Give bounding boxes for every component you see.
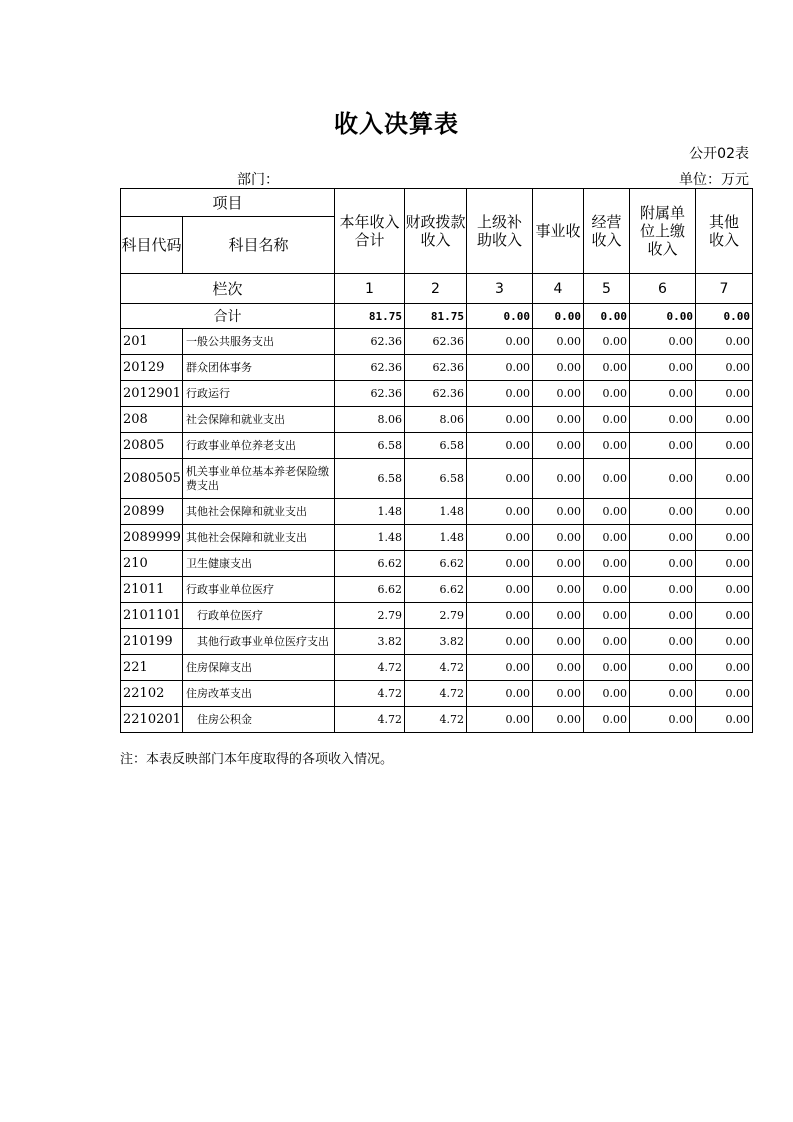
amount-cell: 4.72 xyxy=(335,681,405,707)
subject-name: 行政单位医疗 xyxy=(183,603,335,629)
col-header-total-income xyxy=(335,189,405,274)
table-row xyxy=(121,433,753,459)
header-line: 收入 xyxy=(420,231,451,249)
table-row xyxy=(121,525,753,551)
total-value: 0.00 xyxy=(696,304,753,329)
amount-cell: 1.48 xyxy=(405,525,467,551)
amount-cell: 6.58 xyxy=(405,433,467,459)
subject-code: 201 xyxy=(121,329,183,355)
header-line: 合计 xyxy=(354,231,385,249)
amount-cell: 0.00 xyxy=(533,629,584,655)
col-header-other-income xyxy=(696,189,753,274)
form-number: 公开02表 xyxy=(689,146,749,162)
subject-name: 行政运行 xyxy=(183,381,335,407)
col-header-superior-subsidy xyxy=(467,189,533,274)
amount-cell: 0.00 xyxy=(630,407,696,433)
amount-cell: 0.00 xyxy=(467,459,533,499)
subject-code: 2089999 xyxy=(121,525,183,551)
header-line: 助收入 xyxy=(477,231,523,249)
amount-cell: 0.00 xyxy=(584,707,630,733)
amount-cell: 0.00 xyxy=(533,381,584,407)
amount-cell: 0.00 xyxy=(584,603,630,629)
subject-code: 210199 xyxy=(121,629,183,655)
name-header: 科目名称 xyxy=(183,217,335,274)
amount-cell: 0.00 xyxy=(533,681,584,707)
amount-cell: 0.00 xyxy=(696,433,753,459)
amount-cell: 0.00 xyxy=(467,499,533,525)
amount-cell: 6.58 xyxy=(405,459,467,499)
column-index-number: 1 xyxy=(335,274,405,304)
amount-cell: 0.00 xyxy=(630,603,696,629)
amount-cell: 0.00 xyxy=(467,577,533,603)
amount-cell: 3.82 xyxy=(335,629,405,655)
amount-cell: 0.00 xyxy=(467,381,533,407)
amount-cell: 0.00 xyxy=(533,551,584,577)
income-table xyxy=(120,188,753,733)
amount-cell: 0.00 xyxy=(584,577,630,603)
amount-cell: 3.82 xyxy=(405,629,467,655)
table-note: 注：本表反映部门本年度取得的各项收入情况。 xyxy=(120,752,394,767)
amount-cell: 4.72 xyxy=(405,707,467,733)
header-line: 收入 xyxy=(709,231,740,249)
amount-cell: 62.36 xyxy=(405,355,467,381)
amount-cell: 0.00 xyxy=(467,681,533,707)
amount-cell: 6.62 xyxy=(335,577,405,603)
amount-cell: 1.48 xyxy=(335,499,405,525)
amount-cell: 0.00 xyxy=(584,629,630,655)
amount-cell: 0.00 xyxy=(696,459,753,499)
amount-cell: 4.72 xyxy=(405,655,467,681)
amount-cell: 0.00 xyxy=(467,525,533,551)
amount-cell: 62.36 xyxy=(405,329,467,355)
header-line: 收入 xyxy=(591,231,622,249)
amount-cell: 0.00 xyxy=(533,499,584,525)
amount-cell: 0.00 xyxy=(696,407,753,433)
header-line: 财政拨款 xyxy=(405,213,466,231)
amount-cell: 0.00 xyxy=(696,525,753,551)
subject-name: 其他社会保障和就业支出 xyxy=(183,499,335,525)
subject-name: 其他行政事业单位医疗支出 xyxy=(183,629,335,655)
col-header-operating-income xyxy=(584,189,630,274)
subject-code: 20805 xyxy=(121,433,183,459)
subject-name: 行政事业单位医疗 xyxy=(183,577,335,603)
subject-code: 2210201 xyxy=(121,707,183,733)
amount-cell: 0.00 xyxy=(696,577,753,603)
amount-cell: 0.00 xyxy=(533,433,584,459)
subject-code: 208 xyxy=(121,407,183,433)
amount-cell: 6.62 xyxy=(335,551,405,577)
subject-name: 行政事业单位养老支出 xyxy=(183,433,335,459)
amount-cell: 0.00 xyxy=(584,525,630,551)
table-row xyxy=(121,407,753,433)
amount-cell: 0.00 xyxy=(630,629,696,655)
amount-cell: 0.00 xyxy=(467,329,533,355)
subject-name: 群众团体事务 xyxy=(183,355,335,381)
amount-cell: 0.00 xyxy=(630,381,696,407)
table-row xyxy=(121,707,753,733)
amount-cell: 0.00 xyxy=(696,329,753,355)
amount-cell: 0.00 xyxy=(696,355,753,381)
header-line: 上级补 xyxy=(477,213,523,231)
amount-cell: 0.00 xyxy=(584,499,630,525)
amount-cell: 0.00 xyxy=(533,459,584,499)
amount-cell: 0.00 xyxy=(533,603,584,629)
total-label: 合计 xyxy=(121,304,335,329)
table-row xyxy=(121,655,753,681)
table-row xyxy=(121,381,753,407)
total-value: 0.00 xyxy=(630,304,696,329)
amount-cell: 0.00 xyxy=(467,629,533,655)
amount-cell: 0.00 xyxy=(630,655,696,681)
amount-cell: 0.00 xyxy=(584,433,630,459)
amount-cell: 4.72 xyxy=(405,681,467,707)
amount-cell: 0.00 xyxy=(533,407,584,433)
amount-cell: 62.36 xyxy=(335,381,405,407)
subject-name: 住房改革支出 xyxy=(183,681,335,707)
amount-cell: 0.00 xyxy=(696,551,753,577)
amount-cell: 0.00 xyxy=(584,381,630,407)
subject-code: 20899 xyxy=(121,499,183,525)
amount-cell: 0.00 xyxy=(696,381,753,407)
subject-name: 机关事业单位基本养老保险缴费支出 xyxy=(183,459,335,499)
unit-label: 单位：万元 xyxy=(679,172,749,188)
amount-cell: 0.00 xyxy=(630,525,696,551)
subject-code: 221 xyxy=(121,655,183,681)
table-row xyxy=(121,629,753,655)
amount-cell: 0.00 xyxy=(467,707,533,733)
amount-cell: 8.06 xyxy=(405,407,467,433)
subject-name: 一般公共服务支出 xyxy=(183,329,335,355)
subject-name: 住房公积金 xyxy=(183,707,335,733)
subject-code: 21011 xyxy=(121,577,183,603)
column-index-row xyxy=(121,274,753,304)
amount-cell: 62.36 xyxy=(335,355,405,381)
amount-cell: 2.79 xyxy=(335,603,405,629)
amount-cell: 0.00 xyxy=(467,355,533,381)
subject-code: 22102 xyxy=(121,681,183,707)
column-index-label: 栏次 xyxy=(121,274,335,304)
header-line: 其他 xyxy=(709,213,740,231)
amount-cell: 0.00 xyxy=(630,355,696,381)
header-line: 本年收入 xyxy=(339,213,400,231)
amount-cell: 62.36 xyxy=(335,329,405,355)
col-header-affiliated-unit-income xyxy=(630,189,696,274)
subject-code: 210 xyxy=(121,551,183,577)
header-line: 事业收 xyxy=(535,222,581,240)
item-header: 项目 xyxy=(121,189,335,217)
amount-cell: 0.00 xyxy=(584,407,630,433)
page-title: 收入决算表 xyxy=(334,110,459,138)
total-value: 0.00 xyxy=(584,304,630,329)
amount-cell: 0.00 xyxy=(630,499,696,525)
amount-cell: 0.00 xyxy=(584,355,630,381)
amount-cell: 1.48 xyxy=(405,499,467,525)
amount-cell: 6.62 xyxy=(405,577,467,603)
amount-cell: 0.00 xyxy=(630,707,696,733)
table-row xyxy=(121,603,753,629)
amount-cell: 0.00 xyxy=(533,655,584,681)
amount-cell: 1.48 xyxy=(335,525,405,551)
amount-cell: 2.79 xyxy=(405,603,467,629)
amount-cell: 8.06 xyxy=(335,407,405,433)
amount-cell: 0.00 xyxy=(696,499,753,525)
total-value: 81.75 xyxy=(405,304,467,329)
amount-cell: 0.00 xyxy=(696,707,753,733)
subject-name: 其他社会保障和就业支出 xyxy=(183,525,335,551)
amount-cell: 0.00 xyxy=(630,329,696,355)
amount-cell: 0.00 xyxy=(533,355,584,381)
amount-cell: 6.58 xyxy=(335,459,405,499)
table-row xyxy=(121,329,753,355)
column-index-number: 3 xyxy=(467,274,533,304)
amount-cell: 6.58 xyxy=(335,433,405,459)
column-index-number: 5 xyxy=(584,274,630,304)
table-row xyxy=(121,577,753,603)
amount-cell: 0.00 xyxy=(584,459,630,499)
amount-cell: 0.00 xyxy=(584,655,630,681)
amount-cell: 62.36 xyxy=(405,381,467,407)
department-label: 部门： xyxy=(237,172,279,188)
amount-cell: 0.00 xyxy=(467,433,533,459)
amount-cell: 0.00 xyxy=(584,681,630,707)
subject-code: 2012901 xyxy=(121,381,183,407)
subject-code: 2101101 xyxy=(121,603,183,629)
amount-cell: 0.00 xyxy=(630,551,696,577)
amount-cell: 4.72 xyxy=(335,707,405,733)
amount-cell: 0.00 xyxy=(696,603,753,629)
header-line: 位上缴 xyxy=(640,222,686,240)
amount-cell: 0.00 xyxy=(533,577,584,603)
amount-cell: 6.62 xyxy=(405,551,467,577)
amount-cell: 0.00 xyxy=(467,603,533,629)
column-index-number: 4 xyxy=(533,274,584,304)
column-index-number: 7 xyxy=(696,274,753,304)
amount-cell: 0.00 xyxy=(630,681,696,707)
amount-cell: 0.00 xyxy=(630,577,696,603)
subject-name: 社会保障和就业支出 xyxy=(183,407,335,433)
amount-cell: 0.00 xyxy=(467,407,533,433)
total-row xyxy=(121,304,753,329)
column-index-number: 6 xyxy=(630,274,696,304)
amount-cell: 0.00 xyxy=(696,629,753,655)
amount-cell: 0.00 xyxy=(696,681,753,707)
total-value: 81.75 xyxy=(335,304,405,329)
table-row xyxy=(121,459,753,499)
total-value: 0.00 xyxy=(533,304,584,329)
amount-cell: 0.00 xyxy=(630,433,696,459)
col-header-business-income xyxy=(533,189,584,274)
amount-cell: 0.00 xyxy=(533,707,584,733)
table-row xyxy=(121,551,753,577)
amount-cell: 0.00 xyxy=(533,329,584,355)
amount-cell: 0.00 xyxy=(584,329,630,355)
column-index-number: 2 xyxy=(405,274,467,304)
subject-name: 卫生健康支出 xyxy=(183,551,335,577)
subject-name: 住房保障支出 xyxy=(183,655,335,681)
amount-cell: 0.00 xyxy=(467,655,533,681)
amount-cell: 0.00 xyxy=(696,655,753,681)
col-header-fiscal-appropriation xyxy=(405,189,467,274)
subject-code: 2080505 xyxy=(121,459,183,499)
table-row xyxy=(121,499,753,525)
subject-code: 20129 xyxy=(121,355,183,381)
code-header: 科目代码 xyxy=(121,217,183,274)
header-line: 收入 xyxy=(647,240,678,258)
table-row xyxy=(121,681,753,707)
amount-cell: 0.00 xyxy=(533,525,584,551)
amount-cell: 0.00 xyxy=(467,551,533,577)
total-value: 0.00 xyxy=(467,304,533,329)
header-line: 附属单 xyxy=(640,204,686,222)
amount-cell: 0.00 xyxy=(584,551,630,577)
table-row xyxy=(121,355,753,381)
amount-cell: 4.72 xyxy=(335,655,405,681)
header-line: 经营 xyxy=(591,213,622,231)
amount-cell: 0.00 xyxy=(630,459,696,499)
